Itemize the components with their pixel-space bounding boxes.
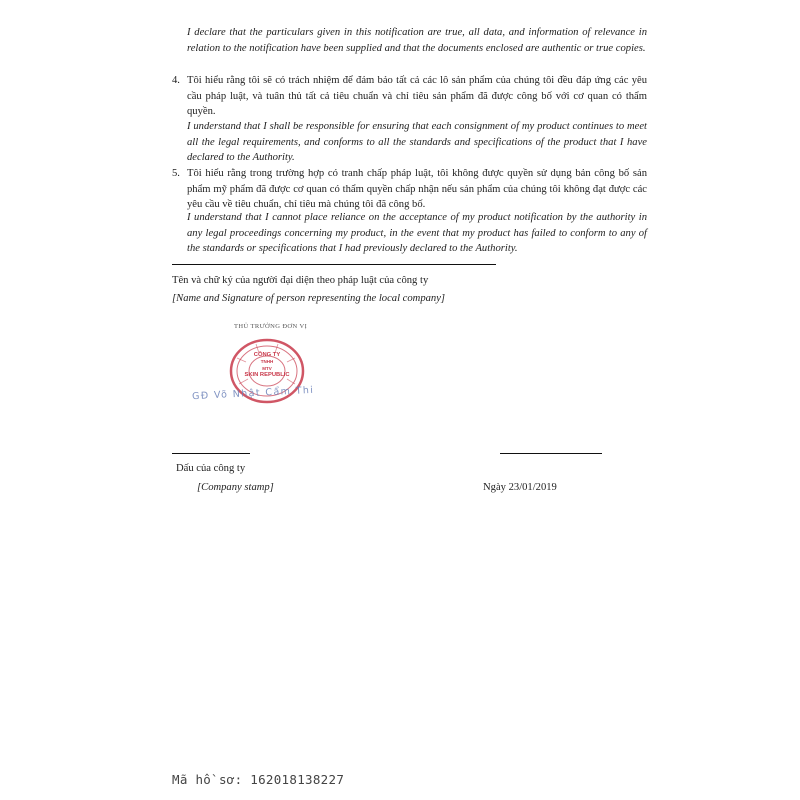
file-code: Mã hồ sơ: 162018138227 xyxy=(172,772,345,787)
date-line xyxy=(500,453,602,454)
seal-line: CÔNG TY xyxy=(253,352,281,358)
seal-text xyxy=(242,352,292,379)
signing-date: Ngày 23/01/2019 xyxy=(483,482,557,493)
stamp-line xyxy=(172,453,250,454)
stamp-heading: THỦ TRƯỞNG ĐƠN VỊ xyxy=(234,323,308,330)
signature-label-vn: Tên và chữ ký của người đại diện theo pháp luật của công ty xyxy=(172,275,429,286)
company-stamp-label-en: [Company stamp] xyxy=(197,482,274,493)
item-5-vietnamese: Tôi hiểu rằng trong trường hợp có tranh chấp pháp luật, tôi không được quyền sử dụng bản công bố sản phẩm mỹ phẩm đã được cơ quan có thẩm quyền chấp nhận nếu sản phẩm của chúng tôi không đạt được các yêu cầu về tiêu chuẩn, chỉ tiêu mà chúng tôi đã công bố. xyxy=(187,168,647,210)
signature-label-en: [Name and Signature of person representing the local company] xyxy=(172,293,446,304)
company-stamp-label-vn: Dấu của công ty xyxy=(176,463,246,474)
item-4-vietnamese: Tôi hiểu rằng tôi sẽ có trách nhiệm để đảm bảo tất cả các lô sản phẩm của chúng tôi đều đáp ứng các yêu cầu pháp luật, và tuân thủ tất cả tiêu chuẩn và chỉ tiêu sản phẩm đã được công bố với cơ quan có thẩm quyền. xyxy=(187,75,647,117)
seal-line: MTV xyxy=(262,365,272,371)
item-5-english: I understand that I cannot place reliance on the acceptance of my product notification by the authority in any legal proceedings concerning my product, in the event that my product has failed to conform to any of the standards or specifications that I had previously declared to the Authority. xyxy=(187,212,647,254)
item-number: 4. xyxy=(172,75,180,86)
stamp-signature-image xyxy=(186,318,356,426)
declaration-intro: I declare that the particulars given in this notification are true, all data, and information of relevance in relation to the notification have been supplied and that the documents enclosed are authentic or true copies. xyxy=(187,27,647,54)
item-4-english: I understand that I shall be responsible for ensuring that each consignment of my product continues to meet all the legal requirements, and conforms to all the standards and specifications of the product that I have declared to the Authority. xyxy=(187,121,647,163)
handwritten-signature: GĐ Võ Nhật Cẩm Thi xyxy=(191,384,315,403)
item-number: 5. xyxy=(172,168,180,179)
signature-line xyxy=(172,264,496,265)
seal-line: SKIN REPUBLIC xyxy=(244,372,290,379)
seal-line: TNHH xyxy=(260,358,274,364)
